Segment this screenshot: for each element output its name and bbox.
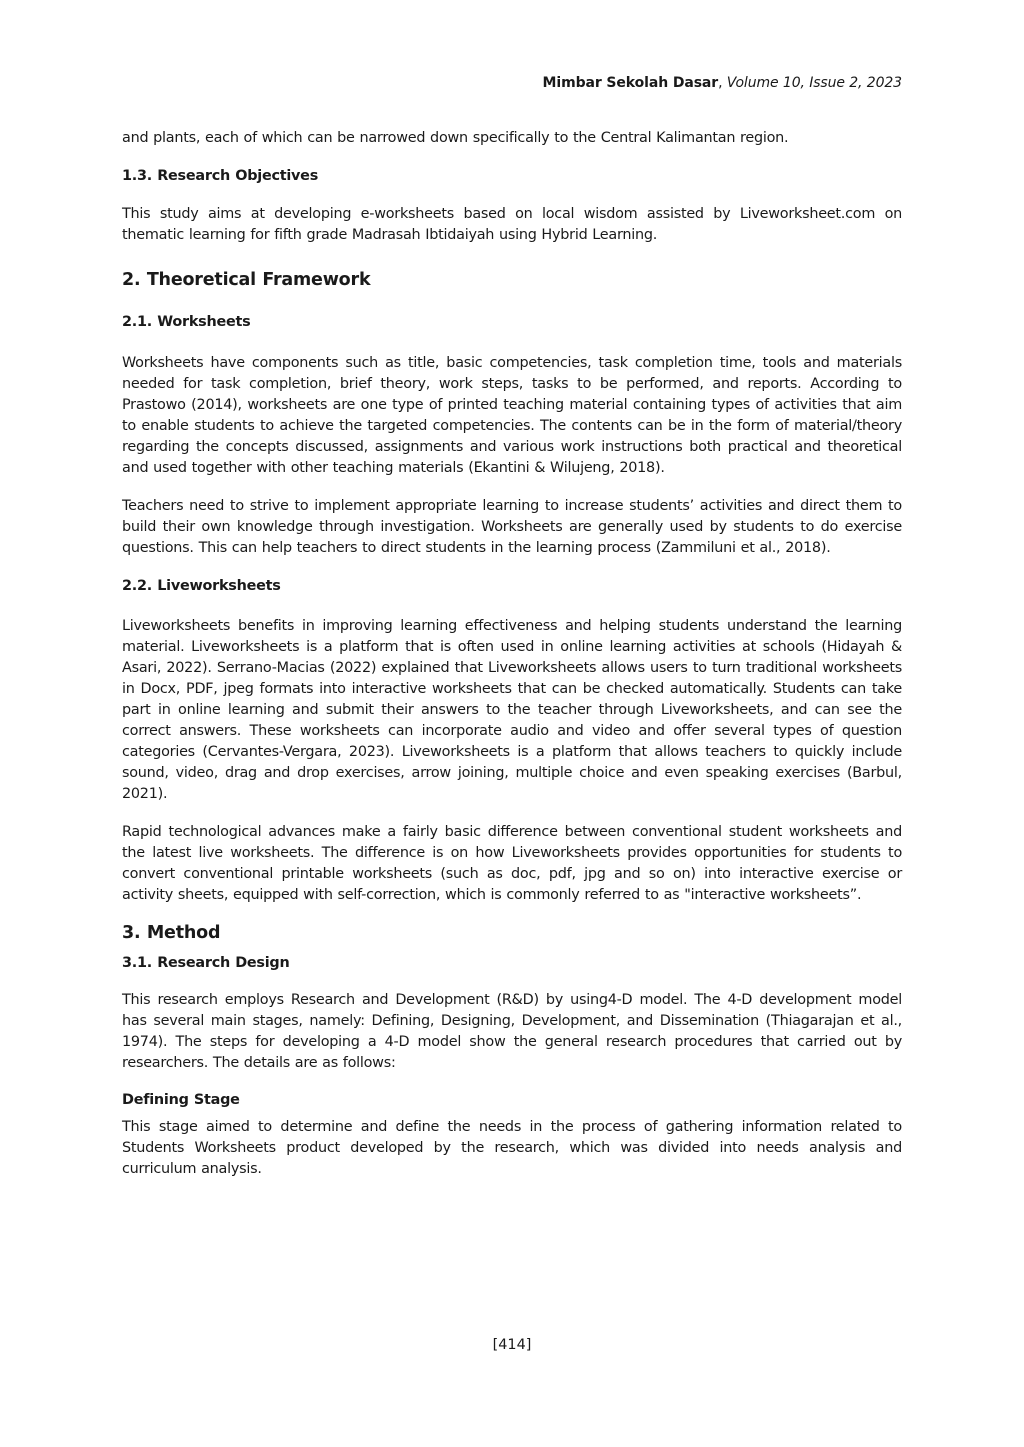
body-content [122, 128, 902, 1180]
heading-research-design: 3.1. Research Design [122, 955, 290, 971]
paragraph-defining-stage: This stage aimed to determine and define the needs in the process of gathering information related to Students Worksheets product developed by the research, which was divided into needs analysis and curriculum analysis. [122, 1119, 902, 1177]
heading-research-objectives: 1.3. Research Objectives [122, 168, 319, 184]
paragraph-research-design: This research employs Research and Development (R&D) by using4-D model. The 4-D development model has several main stages, namely: Defining, Designing, Development, and Dissemination (Thiagarajan et al., 1974). The steps for developing a 4-D model show the general research procedures that carried out by researchers. The details are as follows: [122, 992, 902, 1071]
paragraph-liveworksheets-1: Liveworksheets benefits in improving learning effectiveness and helping students understand the learning material. Liveworksheets is a platform that is often used in online learning activities at schools (Hidayah & Asari, 2022). Serrano-Macias (2022) explained that Liveworksheets allows users to turn traditional worksheets in Docx, PDF, jpeg formats into interactive worksheets that can be checked automatically. Students can take part in online learning and submit their answers to the teacher through Liveworksheets, and can see the correct answers. These worksheets can incorporate audio and video and offer several types of question categories (Cervantes-Vergara, 2023). Liveworksheets is a platform that allows teachers to quickly include sound, video, drag and drop exercises, arrow joining, multiple choice and even speaking exercises (Barbul, 2021). [122, 618, 902, 802]
heading-theoretical-framework: 2. Theoretical Framework [122, 270, 371, 290]
heading-liveworksheets: 2.2. Liveworksheets [122, 578, 281, 594]
paragraph-liveworksheets-2: Rapid technological advances make a fairly basic difference between conventional student worksheets and the latest live worksheets. The difference is on how Liveworksheets provides opportunities for students to convert conventional printable worksheets (such as doc, pdf, jpg and so on) into interactive exercise or activity sheets, equipped with self-correction, which is commonly referred to as "interactive worksheets”. [122, 824, 902, 903]
paragraph-worksheets-1: Worksheets have components such as title, basic competencies, task completion time, tools and materials needed for task completion, brief theory, work steps, tasks to be performed, and reports. According to Prastowo (2014), worksheets are one type of printed teaching material containing types of activities that aim to enable students to achieve the targeted competencies. The contents can be in the form of material/theory regarding the concepts discussed, assignments and various work instructions both practical and theoretical and used together with other teaching materials (Ekantini & Wilujeng, 2018). [122, 355, 902, 476]
running-header: Mimbar Sekolah Dasar, Volume 10, Issue 2, 2023 [542, 75, 902, 91]
heading-worksheets: 2.1. Worksheets [122, 314, 251, 330]
journal-name: Mimbar Sekolah Dasar [542, 75, 719, 91]
heading-defining-stage: Defining Stage [122, 1092, 240, 1108]
paragraph-continuation: and plants, each of which can be narrowed down specifically to the Central Kalimantan region. [122, 130, 789, 146]
volume-issue: Volume 10, Issue 2, 2023 [726, 75, 902, 91]
page-number: [414] [492, 1337, 532, 1353]
paragraph-research-objectives: This study aims at developing e-worksheets based on local wisdom assisted by Liveworksheet.com on thematic learning for fifth grade Madrasah Ibtidaiyah using Hybrid Learning. [122, 206, 902, 243]
paragraph-worksheets-2: Teachers need to strive to implement appropriate learning to increase students’ activities and direct them to build their own knowledge through investigation. Worksheets are generally used by students to do exercise questions. This can help teachers to direct students in the learning process (Zammiluni et al., 2018). [122, 498, 902, 556]
heading-method: 3. Method [122, 923, 221, 943]
